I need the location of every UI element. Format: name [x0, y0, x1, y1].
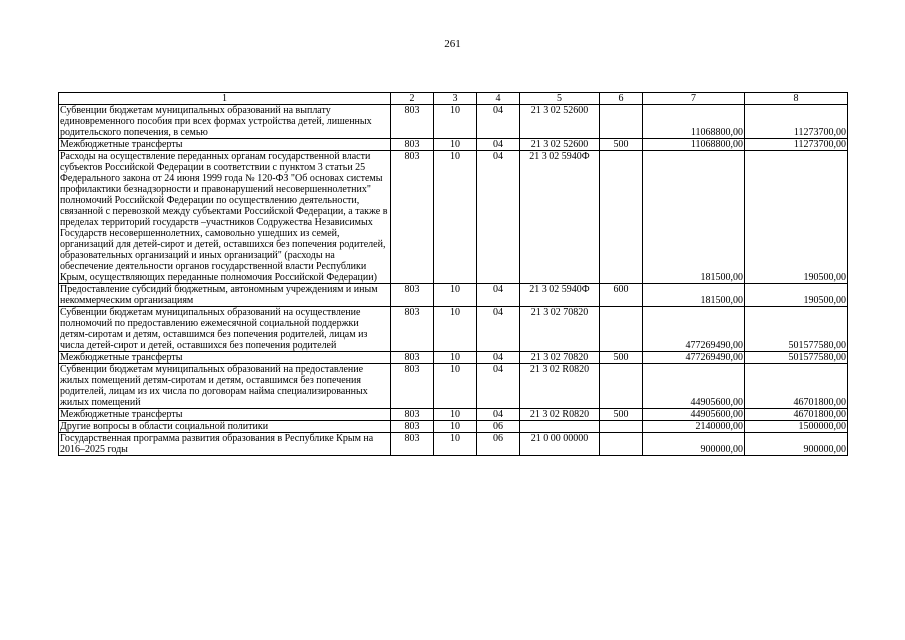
- cell-amount-col7: 181500,00: [643, 284, 745, 307]
- cell-subsection: 06: [477, 421, 520, 433]
- row-name: Межбюджетные трансферты: [59, 139, 391, 151]
- table-row: [59, 151, 848, 284]
- column-header: 4: [477, 93, 520, 105]
- cell-ministry: 803: [391, 352, 434, 364]
- cell-section: 10: [434, 307, 477, 352]
- table-row: [59, 139, 848, 151]
- cell-ministry: 803: [391, 409, 434, 421]
- cell-target-article: 21 3 02 52600: [520, 139, 600, 151]
- column-header: 8: [745, 93, 848, 105]
- cell-amount-col7: 900000,00: [643, 433, 745, 456]
- row-name: Государственная программа развития образования в Республике Крым на 2016–2025 годы: [59, 433, 391, 456]
- cell-ministry: 803: [391, 139, 434, 151]
- table-row: [59, 409, 848, 421]
- cell-subsection: 04: [477, 139, 520, 151]
- cell-expense-type: [600, 364, 643, 409]
- cell-section: 10: [434, 409, 477, 421]
- cell-amount-col8: 46701800,00: [745, 409, 848, 421]
- cell-expense-type: 500: [600, 352, 643, 364]
- cell-amount-col7: 44905600,00: [643, 364, 745, 409]
- cell-ministry: 803: [391, 421, 434, 433]
- cell-amount-col7: 2140000,00: [643, 421, 745, 433]
- cell-amount-col8: 501577580,00: [745, 352, 848, 364]
- cell-expense-type: [600, 421, 643, 433]
- cell-target-article: 21 3 02 5940Ф: [520, 284, 600, 307]
- cell-amount-col8: 190500,00: [745, 284, 848, 307]
- cell-amount-col8: 900000,00: [745, 433, 848, 456]
- cell-ministry: 803: [391, 284, 434, 307]
- cell-subsection: 06: [477, 433, 520, 456]
- cell-section: 10: [434, 364, 477, 409]
- row-name: Субвенции бюджетам муниципальных образований на выплату единовременного пособия при всех формах устройства детей, лишенных родительского попечения, в семью: [59, 105, 391, 139]
- cell-ministry: 803: [391, 307, 434, 352]
- cell-amount-col7: 11068800,00: [643, 105, 745, 139]
- cell-ministry: 803: [391, 364, 434, 409]
- page-number: 261: [444, 38, 461, 50]
- column-header: 3: [434, 93, 477, 105]
- cell-expense-type: [600, 433, 643, 456]
- table-row: [59, 352, 848, 364]
- table-row: [59, 433, 848, 456]
- cell-amount-col8: 190500,00: [745, 151, 848, 284]
- row-name: Расходы на осуществление переданных органам государственной власти субъектов Российской Федерации в соответствии с пунктом 3 статьи 25 Федерального закона от 24 июня 1999 года № 120-ФЗ "Об основах системы профилактики безнадзорности и правонарушений несовершеннолетних" полномочий Российской Федерации по осуществлению деятельности, связанной с перевозкой между субъектами Российской Федерации, а также в пределах территорий государств –участников Содружества Независимых Государств несовершеннолетних, самовольно ушедших из семей, организаций для детей-сирот и детей, оставшихся без попечения родителей, образовательных организаций и иных организаций" (расходы на обеспечение деятельности органов государственной власти Республики Крым, осуществляющих переданные полномочия Российской Федерации): [59, 151, 391, 284]
- table-row: [59, 364, 848, 409]
- cell-subsection: 04: [477, 352, 520, 364]
- cell-ministry: 803: [391, 433, 434, 456]
- cell-section: 10: [434, 105, 477, 139]
- budget-table: [58, 92, 848, 456]
- cell-subsection: 04: [477, 409, 520, 421]
- column-header: 1: [59, 93, 391, 105]
- cell-amount-col8: 1500000,00: [745, 421, 848, 433]
- cell-section: 10: [434, 151, 477, 284]
- table-row: [59, 307, 848, 352]
- cell-subsection: 04: [477, 364, 520, 409]
- cell-amount-col7: 181500,00: [643, 151, 745, 284]
- column-header: 6: [600, 93, 643, 105]
- row-name: Субвенции бюджетам муниципальных образований на осуществление полномочий по предоставлению ежемесячной социальной поддержки детям-сиротам и детям, оставшимся без попечения родителей, лицам из числа детей-сирот и детей, оставшихся без попечения родителей: [59, 307, 391, 352]
- column-header: 5: [520, 93, 600, 105]
- cell-amount-col7: 477269490,00: [643, 307, 745, 352]
- row-name: Предоставление субсидий бюджетным, автономным учреждениям и иным некоммерческим организациям: [59, 284, 391, 307]
- cell-amount-col7: 11068800,00: [643, 139, 745, 151]
- cell-expense-type: [600, 105, 643, 139]
- column-header: 7: [643, 93, 745, 105]
- row-name: Другие вопросы в области социальной политики: [59, 421, 391, 433]
- cell-section: 10: [434, 433, 477, 456]
- row-name: Межбюджетные трансферты: [59, 409, 391, 421]
- cell-subsection: 04: [477, 307, 520, 352]
- cell-expense-type: 500: [600, 409, 643, 421]
- column-header: 2: [391, 93, 434, 105]
- cell-amount-col8: 11273700,00: [745, 105, 848, 139]
- cell-section: 10: [434, 284, 477, 307]
- cell-expense-type: [600, 307, 643, 352]
- cell-expense-type: [600, 151, 643, 284]
- cell-expense-type: 500: [600, 139, 643, 151]
- cell-amount-col8: 46701800,00: [745, 364, 848, 409]
- cell-target-article: 21 3 02 R0820: [520, 409, 600, 421]
- table-row: [59, 284, 848, 307]
- header-row: [59, 93, 848, 105]
- cell-target-article: 21 3 02 52600: [520, 105, 600, 139]
- cell-section: 10: [434, 352, 477, 364]
- cell-subsection: 04: [477, 105, 520, 139]
- cell-target-article: [520, 421, 600, 433]
- cell-target-article: 21 3 02 70820: [520, 352, 600, 364]
- cell-ministry: 803: [391, 105, 434, 139]
- row-name: Субвенции бюджетам муниципальных образований на предоставление жилых помещений детям-сиротам и детям, оставшимся без попечения родителей, лицам из их числа по договорам найма специализированных жилых помещений: [59, 364, 391, 409]
- cell-amount-col7: 44905600,00: [643, 409, 745, 421]
- cell-subsection: 04: [477, 151, 520, 284]
- cell-target-article: 21 3 02 5940Ф: [520, 151, 600, 284]
- cell-ministry: 803: [391, 151, 434, 284]
- row-name: Межбюджетные трансферты: [59, 352, 391, 364]
- cell-subsection: 04: [477, 284, 520, 307]
- table-row: [59, 421, 848, 433]
- cell-amount-col7: 477269490,00: [643, 352, 745, 364]
- cell-amount-col8: 501577580,00: [745, 307, 848, 352]
- cell-target-article: 21 0 00 00000: [520, 433, 600, 456]
- cell-target-article: 21 3 02 70820: [520, 307, 600, 352]
- cell-section: 10: [434, 421, 477, 433]
- cell-section: 10: [434, 139, 477, 151]
- table-row: [59, 105, 848, 139]
- cell-target-article: 21 3 02 R0820: [520, 364, 600, 409]
- cell-amount-col8: 11273700,00: [745, 139, 848, 151]
- cell-expense-type: 600: [600, 284, 643, 307]
